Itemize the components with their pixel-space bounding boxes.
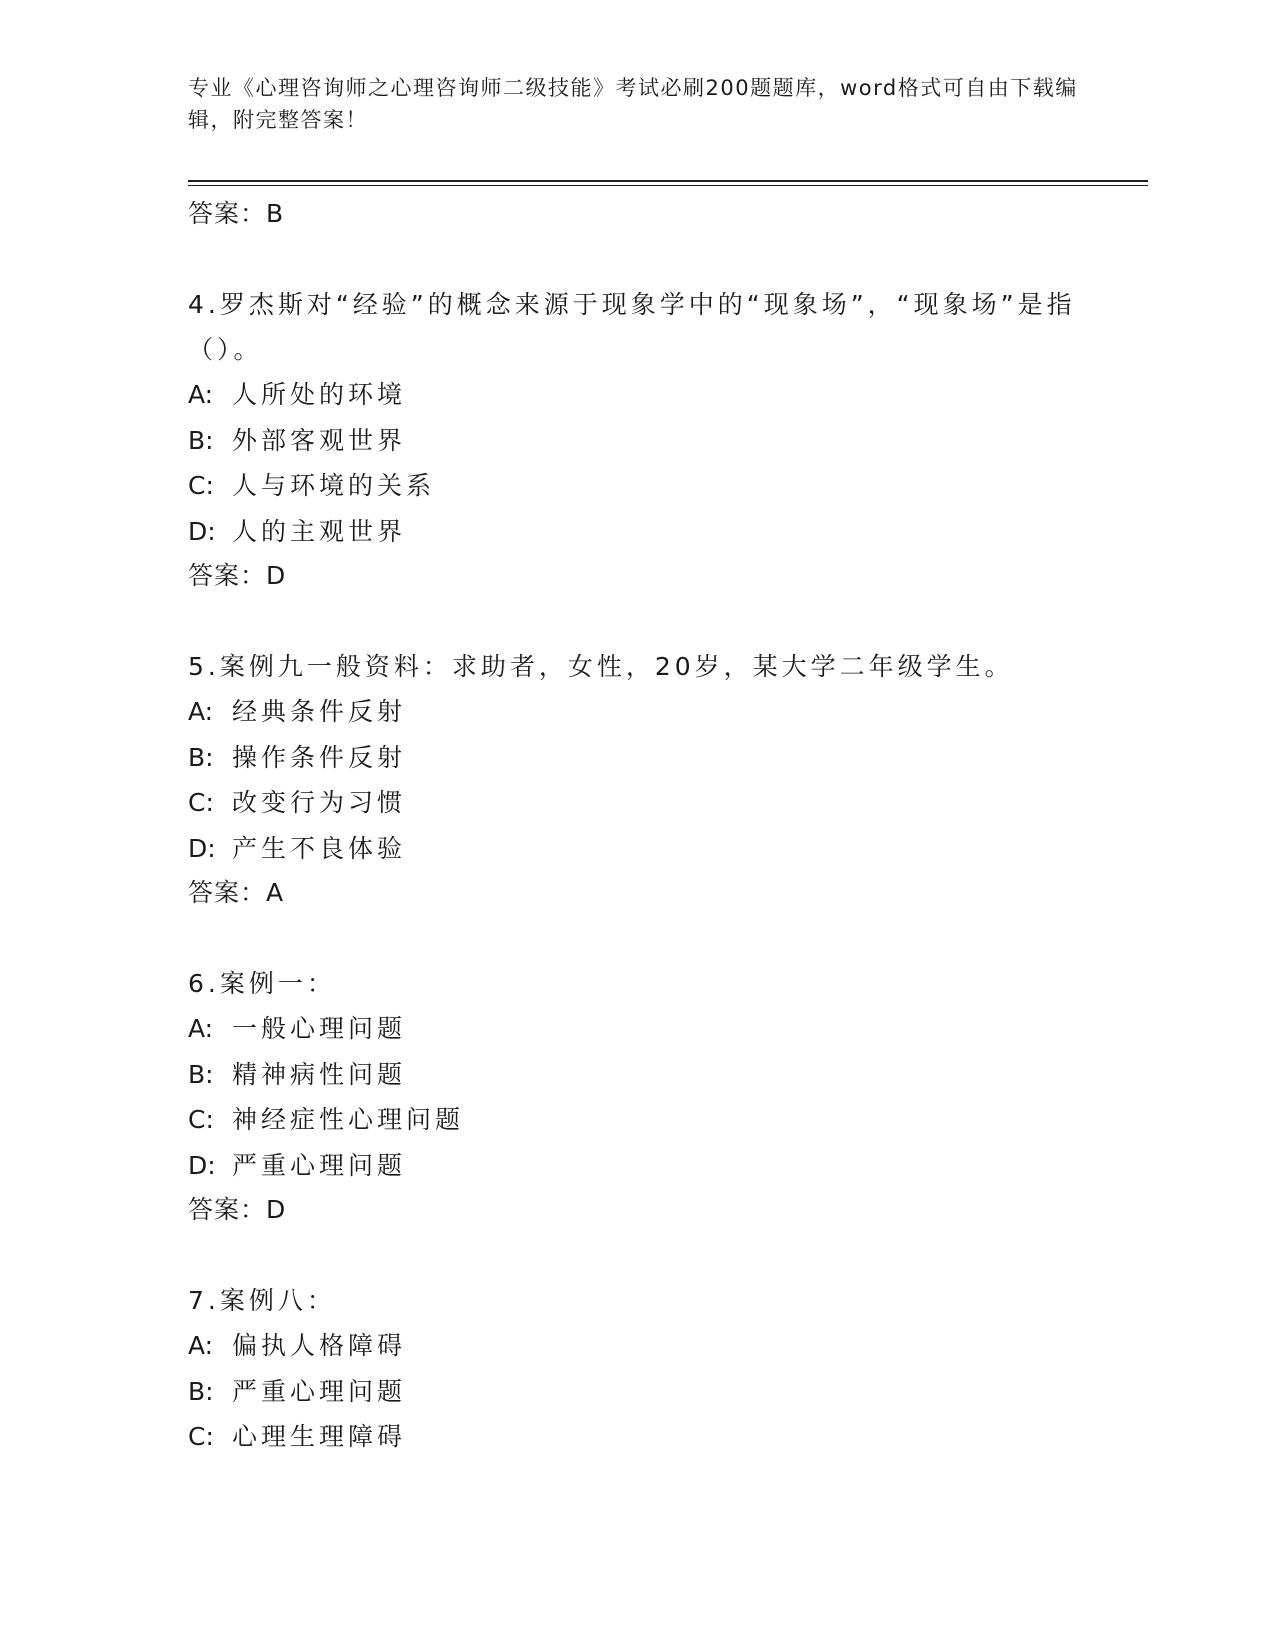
option-a bbox=[188, 1323, 1088, 1369]
option-label: C: bbox=[188, 471, 214, 500]
option-text: 人所处的环境 bbox=[232, 380, 407, 409]
question-text: 4.罗杰斯对“经验”的概念来源于现象学中的“现象场”，“现象场”是指（）。 bbox=[188, 290, 1076, 364]
page-header: 专业《心理咨询师之心理咨询师二级技能》考试必刷200题题库，word格式可自由下载编辑，附完整答案！ bbox=[188, 76, 1078, 132]
option-c bbox=[188, 1097, 1088, 1143]
option-text: 严重心理问题 bbox=[232, 1376, 407, 1406]
header-divider-thick bbox=[188, 180, 1148, 182]
option-label: A: bbox=[188, 697, 214, 726]
option-label: A: bbox=[188, 380, 214, 409]
header-divider-thin bbox=[188, 185, 1148, 186]
question-list bbox=[188, 192, 1088, 1460]
option-c bbox=[188, 1414, 1088, 1460]
option-label: B: bbox=[188, 1376, 214, 1406]
question-block bbox=[188, 644, 1088, 915]
option-label: B: bbox=[188, 425, 214, 455]
question-block bbox=[188, 1278, 1088, 1460]
option-text: 心理生理障碍 bbox=[232, 1422, 407, 1451]
question-block bbox=[188, 961, 1088, 1232]
option-a bbox=[188, 689, 1088, 735]
option-text: 精神病性问题 bbox=[232, 1059, 407, 1089]
option-text: 偏执人格障碍 bbox=[232, 1331, 407, 1360]
option-label: A: bbox=[188, 1014, 214, 1043]
answer-line: 答案：D bbox=[188, 561, 287, 590]
option-label: C: bbox=[188, 1422, 214, 1451]
option-c bbox=[188, 463, 1088, 509]
option-b bbox=[188, 1369, 1088, 1415]
option-label: B: bbox=[188, 742, 214, 772]
option-label: B: bbox=[188, 1059, 214, 1089]
option-text: 严重心理问题 bbox=[232, 1150, 407, 1180]
option-a bbox=[188, 372, 1088, 418]
option-c bbox=[188, 780, 1088, 826]
question-block bbox=[188, 282, 1088, 598]
option-d bbox=[188, 826, 1088, 872]
answer-line: 答案：A bbox=[188, 878, 285, 907]
option-text: 人与环境的关系 bbox=[232, 471, 436, 500]
question-text: 7.案例八： bbox=[188, 1286, 336, 1315]
option-label: D: bbox=[188, 516, 216, 546]
option-label: C: bbox=[188, 788, 214, 817]
option-text: 操作条件反射 bbox=[232, 742, 407, 772]
option-text: 产生不良体验 bbox=[232, 833, 407, 863]
option-text: 人的主观世界 bbox=[232, 516, 407, 546]
option-label: A: bbox=[188, 1331, 214, 1360]
question-text: 6.案例一： bbox=[188, 969, 336, 998]
option-text: 经典条件反射 bbox=[232, 697, 407, 726]
option-text: 改变行为习惯 bbox=[232, 788, 407, 817]
option-text: 外部客观世界 bbox=[232, 425, 407, 455]
option-d bbox=[188, 509, 1088, 555]
option-text: 神经症性心理问题 bbox=[232, 1105, 465, 1134]
option-b bbox=[188, 1052, 1088, 1098]
option-label: D: bbox=[188, 1150, 216, 1180]
option-label: C: bbox=[188, 1105, 214, 1134]
option-text: 一般心理问题 bbox=[232, 1014, 407, 1043]
option-label: D: bbox=[188, 833, 216, 863]
option-a bbox=[188, 1006, 1088, 1052]
option-b bbox=[188, 418, 1088, 464]
option-b bbox=[188, 735, 1088, 781]
answer-line: 答案：D bbox=[188, 1195, 287, 1224]
answer-line: 答案：B bbox=[188, 199, 285, 228]
question-text: 5.案例九一般资料：求助者，女性，20岁，某大学二年级学生。 bbox=[188, 652, 1014, 681]
option-d bbox=[188, 1143, 1088, 1189]
